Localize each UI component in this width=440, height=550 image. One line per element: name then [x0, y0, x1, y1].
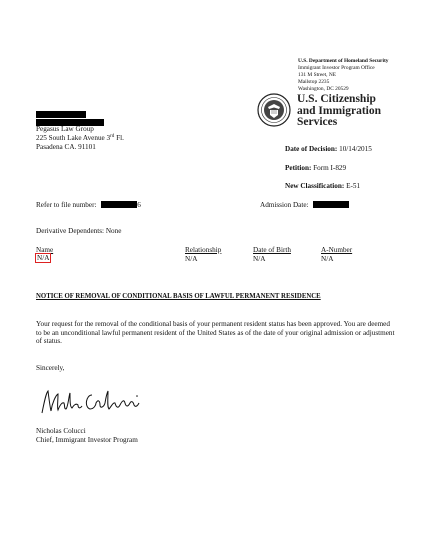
signer-name: Nicholas Colucci [36, 427, 86, 435]
notice-title: NOTICE OF REMOVAL OF CONDITIONAL BASIS OF LAWFUL PERMANENT RESIDENCE [36, 293, 321, 300]
agency-line-2: 131 M Street, NE [298, 72, 337, 78]
agency-address [298, 58, 438, 93]
new-classification: New Classification: E-51 [285, 182, 361, 190]
agency-line-3: Mailstop 2235 [298, 79, 330, 85]
agency-line-4: Washington, DC 20529 [298, 86, 349, 92]
admission-date: Admission Date: [260, 201, 349, 210]
recipient-address [36, 125, 124, 152]
col-header-anumber: A-Number [321, 246, 353, 254]
signer-title: Chief, Immigrant Investor Program [36, 436, 138, 444]
row-name: N/A [37, 254, 50, 262]
redacted-admission-date [313, 201, 349, 208]
recipient-city: Pasadena CA. 91101 [36, 143, 96, 151]
recipient-street: 225 South Lake Avenue 3rd Fl. [36, 134, 124, 142]
agency-line-1: Immigrant Investor Program Office [298, 65, 375, 71]
department-name: U.S. Department of Homeland Security [298, 58, 389, 64]
derivative-dependents: Derivative Dependents: None [36, 227, 122, 235]
redacted-name-1 [36, 111, 86, 118]
notice-body: Your request for the removal of the conditional basis of your permanent resident status has been approved. You are deemed to be an unconditional lawful permanent resident of the United States as of the date of your original admission or adjustment of status. [36, 320, 395, 346]
date-of-decision: Date of Decision: 10/14/2015 [285, 145, 372, 153]
col-header-dob: Date of Birth [253, 246, 291, 254]
closing: Sincerely, [36, 364, 65, 372]
file-number: Refer to file number: 6 [36, 201, 141, 209]
row-relationship: N/A [185, 255, 198, 263]
dhs-seal-icon [257, 93, 291, 127]
row-anumber: N/A [321, 255, 334, 263]
logo-line-2: and Immigration [297, 104, 382, 117]
redacted-file-number [101, 201, 137, 208]
handwritten-signature [34, 385, 164, 419]
logo-line-3: Services [297, 116, 338, 128]
logo-line-1: U.S. Citizenship [297, 93, 376, 105]
col-header-name: Name [36, 246, 54, 254]
row-dob: N/A [253, 255, 266, 263]
col-header-relationship: Relationship [185, 246, 222, 254]
recipient-firm: Pegasus Law Group [36, 125, 94, 133]
uscis-logo-text [297, 94, 381, 129]
petition-type: Petition: Form I-829 [285, 164, 347, 172]
